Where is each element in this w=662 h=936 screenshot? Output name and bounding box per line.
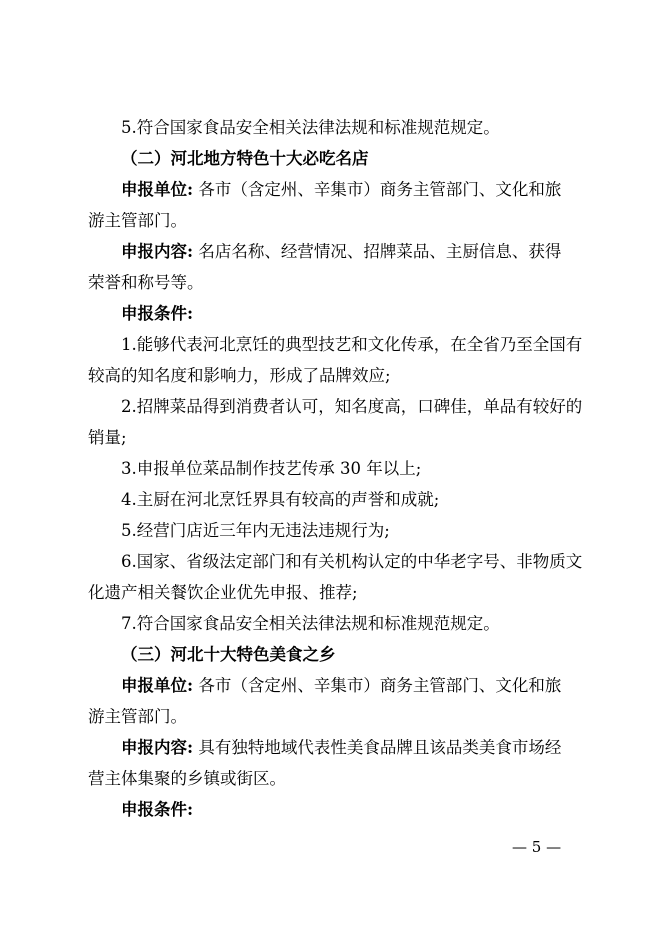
declaring-unit-text: 各市（含定州、辛集市）商务主管部门、文化和旅 (193, 180, 562, 199)
condition-item-3: 3.申报单位菜品制作技艺传承 30 年以上; (121, 459, 422, 478)
condition-item-1-continuation: 较高的知名度和影响力，形成了品牌效应; (88, 366, 391, 385)
condition-item-7: 7.符合国家食品安全相关法律法规和标准规范规定。 (121, 614, 500, 633)
declaring-content-label-3: 申报内容: (121, 738, 194, 757)
condition-item-4: 4.主厨在河北烹饪界具有较高的声誉和成就; (121, 490, 440, 509)
condition-item-2-continuation: 销量; (88, 428, 127, 447)
declaring-content-paragraph-3 (88, 732, 582, 763)
declaring-conditions-label-3: 申报条件: (121, 800, 194, 819)
declaring-unit-text-3: 各市（含定州、辛集市）商务主管部门、文化和旅 (193, 676, 562, 695)
condition-item-6: 6.国家、省级法定部门和有关机构认定的中华老字号、非物质文 (121, 552, 583, 571)
declaring-unit-label: 申报单位: (121, 180, 194, 199)
paragraph-item-5-food-safety: 5.符合国家食品安全相关法律法规和标准规范规定。 (121, 118, 500, 137)
declaring-unit-paragraph (88, 174, 582, 205)
declaring-unit-continuation-3: 游主管部门。 (88, 707, 187, 726)
declaring-unit-label-3: 申报单位: (121, 676, 194, 695)
declaring-conditions-label: 申报条件: (121, 304, 194, 323)
section-heading-food-towns: （三）河北十大特色美食之乡 (121, 645, 336, 664)
declaring-content-continuation-3: 营主体集聚的乡镇或街区。 (88, 769, 286, 788)
section-heading-famous-restaurants: （二）河北地方特色十大必吃名店 (121, 149, 369, 168)
declaring-content-text: 名店名称、经营情况、招牌菜品、主厨信息、获得 (193, 242, 562, 261)
condition-item-1: 1.能够代表河北烹饪的典型技艺和文化传承，在全省乃至全国有 (121, 335, 583, 354)
declaring-content-label: 申报内容: (121, 242, 194, 261)
declaring-content-text-3: 具有独特地域代表性美食品牌且该品类美食市场经 (193, 738, 562, 757)
declaring-unit-paragraph-3 (88, 670, 582, 701)
document-body (88, 112, 582, 825)
declaring-unit-continuation: 游主管部门。 (88, 211, 187, 230)
condition-item-5: 5.经营门店近三年内无违法违规行为; (121, 521, 390, 540)
condition-item-6-continuation: 化遗产相关餐饮企业优先申报、推荐; (88, 583, 358, 602)
declaring-content-paragraph (88, 236, 582, 267)
page-number: — 5 — (512, 838, 562, 856)
condition-item-2: 2.招牌菜品得到消费者认可，知名度高，口碑佳，单品有较好的 (121, 397, 583, 416)
declaring-content-continuation: 荣誉和称号等。 (88, 273, 204, 292)
